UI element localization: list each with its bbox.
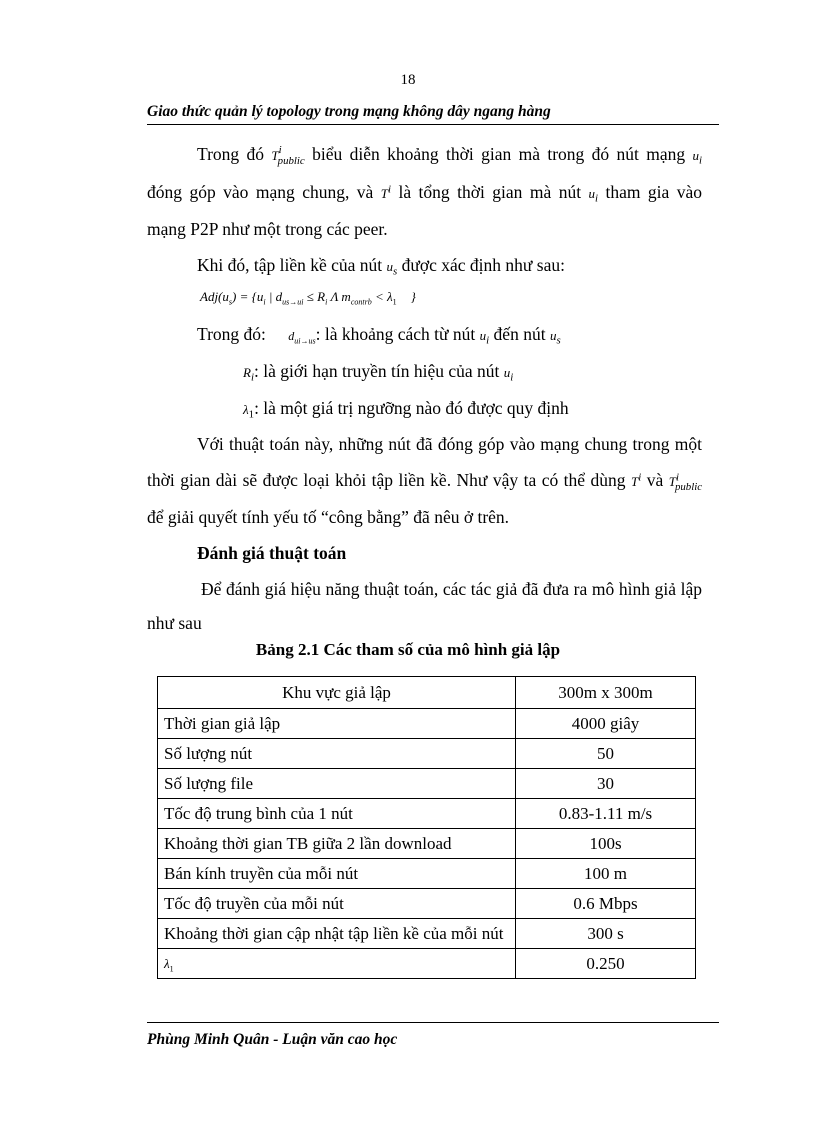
- table-row: [158, 889, 696, 919]
- table-cell-param: Tốc độ truyền của mỗi nút: [158, 889, 516, 919]
- header-divider: [147, 124, 719, 125]
- table-cell-param: Thời gian giả lập: [158, 709, 516, 739]
- table-caption: Bảng 2.1 Các tham số của mô hình giả lập: [255, 640, 561, 659]
- adjacency-formula: $Adj(u_s) = \{u_i$ | $d_{us\to ui} \le R_i$ Λ $m_{contrb} < \lambda_1$ }: [200, 289, 416, 307]
- table-cell-value: 30: [516, 769, 696, 799]
- table-cell-param: Số lượng file: [158, 769, 516, 799]
- table-cell-value: 300m x 300m: [516, 677, 696, 709]
- table-row: [158, 709, 696, 739]
- table-row: [158, 859, 696, 889]
- table-cell-param: Số lượng nút: [158, 739, 516, 769]
- parameters-table: [157, 676, 696, 979]
- math-t-public: $T^i_{public}$: [271, 143, 305, 167]
- table-cell-value: 100 m: [516, 859, 696, 889]
- text: là tổng thời gian mà nút: [398, 182, 582, 202]
- running-footer: Phùng Minh Quân - Luận văn cao học: [147, 1031, 398, 1048]
- paragraph-2: Khi đó, tập liền kề của nút $u_s$ được xác định như sau:: [197, 255, 565, 278]
- math-t-i: $T^i$: [380, 183, 392, 201]
- lambda-symbol: $\lambda_1$: [164, 956, 174, 974]
- math-u-i: $u_i$: [588, 186, 599, 205]
- table-cell-value: 300 s: [516, 919, 696, 949]
- definition-lambda: $\lambda_1$: là một giá trị ngưỡng nào đó được quy định: [243, 398, 569, 421]
- table-cell-value: 50: [516, 739, 696, 769]
- math-u-i: $u_i$: [692, 148, 703, 167]
- table-row: [158, 829, 696, 859]
- table-cell-value: 0.6 Mbps: [516, 889, 696, 919]
- paragraph-3-line-3: để giải quyết tính yếu tố “công bằng” đã nêu ở trên.: [147, 507, 510, 527]
- table-row: [158, 799, 696, 829]
- table-cell-param: [158, 949, 516, 979]
- text: tham gia vào: [605, 182, 703, 202]
- section-heading: Đánh giá thuật toán: [197, 543, 347, 563]
- text: biểu diễn khoảng thời gian mà trong đó nút mạng: [312, 144, 686, 164]
- table-cell-value: 0.83-1.11 m/s: [516, 799, 696, 829]
- page-number: 18: [400, 72, 416, 88]
- text: đóng góp vào mạng chung, và: [147, 182, 374, 202]
- paragraph-4-line-1: Để đánh giá hiệu năng thuật toán, các tác giả đã đưa ra mô hình giả lập: [201, 579, 702, 599]
- math-u-s: $u_s$: [386, 259, 398, 278]
- table-cell-param: Tốc độ trung bình của 1 nút: [158, 799, 516, 829]
- table-row: [158, 919, 696, 949]
- table-cell-value: 100s: [516, 829, 696, 859]
- running-header: Giao thức quản lý topology trong mạng không dây ngang hàng: [147, 103, 551, 120]
- table-cell-value: 0.250: [516, 949, 696, 979]
- table-cell-param: Khoảng thời gian TB giữa 2 lần download: [158, 829, 516, 859]
- definition-r: $R_i$: là giới hạn truyền tín hiệu của nút $u_i$: [243, 361, 514, 384]
- table-row: [158, 769, 696, 799]
- table-row: [158, 677, 696, 709]
- paragraph-3-line-2: thời gian dài sẽ được loại khỏi tập liền kề. Như vậy ta có thể dùng $T^i$ và $T^i_{public}$: [147, 470, 703, 493]
- paragraph-4-line-2: như sau: [147, 613, 202, 633]
- table-cell-value: 4000 giây: [516, 709, 696, 739]
- paragraph-1-line-3: mạng P2P như một trong các peer.: [147, 219, 388, 239]
- paragraph-3-line-1: Với thuật toán này, những nút đã đóng góp vào mạng chung trong một: [197, 434, 702, 454]
- footer-divider: [147, 1022, 719, 1023]
- table-row: [158, 949, 696, 979]
- table-cell-param: Bán kính truyền của mỗi nút: [158, 859, 516, 889]
- table-cell-param: Khu vực giả lập: [158, 677, 516, 709]
- text: Trong đó: [197, 144, 265, 164]
- definition-d: Trong đó: $d_{ui\to us}$: là khoảng cách từ nút $u_i$ đến nút $u_s$: [197, 324, 561, 347]
- paragraph-1-line-2: [147, 184, 702, 204]
- table-cell-param: Khoảng thời gian cập nhật tập liền kề của mỗi nút: [158, 919, 516, 949]
- paragraph-1-line-1: [197, 143, 703, 167]
- table-row: [158, 739, 696, 769]
